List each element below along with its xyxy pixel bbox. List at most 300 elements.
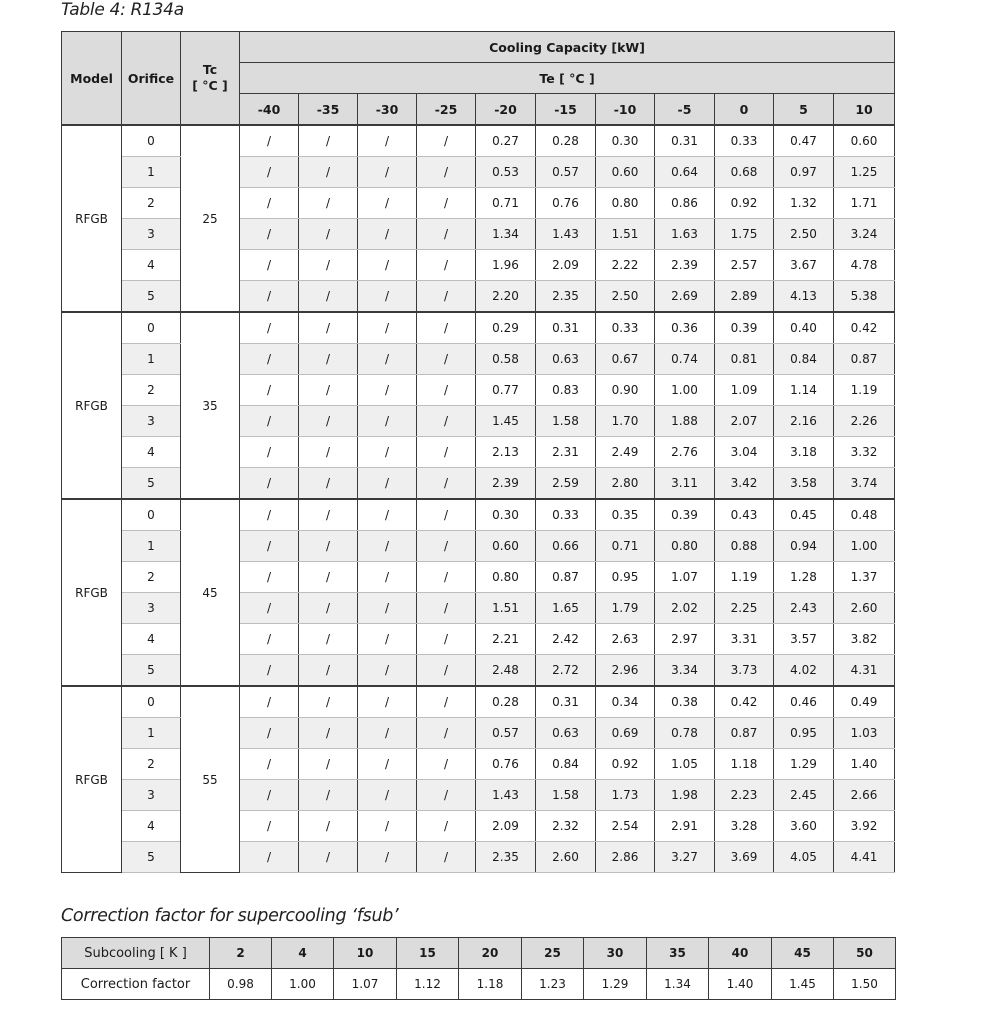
model-cell: RFGB (62, 125, 122, 312)
capacity-cell: 2.60 (834, 593, 895, 624)
subcooling-value: 50 (834, 938, 896, 969)
orifice-cell: 3 (122, 780, 181, 811)
capacity-cell: 0.45 (774, 499, 834, 531)
capacity-cell: 0.87 (834, 344, 895, 375)
capacity-cell: / (358, 312, 417, 344)
capacity-cell: / (417, 375, 476, 406)
capacity-cell: / (299, 655, 358, 687)
capacity-cell: 2.16 (774, 406, 834, 437)
capacity-cell: 3.42 (715, 468, 774, 500)
correction-factor-value: 1.07 (334, 969, 397, 1000)
capacity-cell: 0.53 (476, 157, 536, 188)
capacity-cell: / (358, 686, 417, 718)
capacity-cell: / (417, 219, 476, 250)
correction-factor-value: 1.29 (584, 969, 647, 1000)
capacity-cell: / (240, 531, 299, 562)
capacity-cell: 3.27 (655, 842, 715, 873)
table-row (62, 499, 895, 531)
capacity-cell: 3.60 (774, 811, 834, 842)
capacity-cell: 0.39 (655, 499, 715, 531)
capacity-cell: / (299, 531, 358, 562)
capacity-cell: / (299, 468, 358, 500)
capacity-cell: / (358, 188, 417, 219)
te-column-header: 10 (834, 94, 895, 126)
capacity-cell: / (358, 531, 417, 562)
tc-cell: 35 (181, 312, 240, 499)
capacity-cell: 1.79 (596, 593, 655, 624)
capacity-cell: 2.23 (715, 780, 774, 811)
capacity-cell: 4.05 (774, 842, 834, 873)
capacity-cell: / (417, 125, 476, 157)
capacity-cell: 0.28 (536, 125, 596, 157)
capacity-cell: 1.43 (536, 219, 596, 250)
capacity-cell: 2.13 (476, 437, 536, 468)
capacity-cell: 2.49 (596, 437, 655, 468)
capacity-cell: 2.69 (655, 281, 715, 313)
capacity-cell: 2.20 (476, 281, 536, 313)
capacity-cell: 0.40 (774, 312, 834, 344)
capacity-cell: / (299, 312, 358, 344)
capacity-cell: / (240, 655, 299, 687)
orifice-cell: 5 (122, 281, 181, 313)
capacity-cell: / (417, 344, 476, 375)
capacity-cell: / (358, 250, 417, 281)
capacity-cell: 1.96 (476, 250, 536, 281)
capacity-cell: 1.71 (834, 188, 895, 219)
correction-table-caption: Correction factor for supercooling ‘fsub’ (61, 906, 399, 926)
capacity-cell: 3.57 (774, 624, 834, 655)
capacity-cell: 3.82 (834, 624, 895, 655)
capacity-cell: 0.77 (476, 375, 536, 406)
capacity-cell: / (417, 842, 476, 873)
capacity-cell: / (417, 188, 476, 219)
capacity-cell: 0.95 (596, 562, 655, 593)
capacity-cell: / (358, 344, 417, 375)
capacity-cell: 0.43 (715, 499, 774, 531)
capacity-cell: 1.07 (655, 562, 715, 593)
capacity-cell: 0.68 (715, 157, 774, 188)
orifice-cell: 2 (122, 375, 181, 406)
capacity-cell: / (358, 562, 417, 593)
capacity-cell: 0.47 (774, 125, 834, 157)
te-column-header: 5 (774, 94, 834, 126)
capacity-cell: 0.60 (596, 157, 655, 188)
te-column-header: -10 (596, 94, 655, 126)
capacity-cell: / (299, 250, 358, 281)
capacity-cell: / (299, 686, 358, 718)
capacity-cell: 2.42 (536, 624, 596, 655)
capacity-cell: / (299, 344, 358, 375)
orifice-cell: 1 (122, 718, 181, 749)
capacity-cell: 3.58 (774, 468, 834, 500)
correction-factor-value: 1.45 (772, 969, 834, 1000)
capacity-cell: / (417, 562, 476, 593)
capacity-cell: 0.57 (476, 718, 536, 749)
correction-factor-value: 1.23 (522, 969, 584, 1000)
capacity-cell: / (417, 624, 476, 655)
capacity-cell: / (299, 406, 358, 437)
capacity-cell: 1.58 (536, 406, 596, 437)
capacity-cell: / (299, 811, 358, 842)
capacity-cell: 3.92 (834, 811, 895, 842)
orifice-cell: 3 (122, 406, 181, 437)
capacity-cell: 2.72 (536, 655, 596, 687)
capacity-cell: / (417, 655, 476, 687)
capacity-cell: 1.00 (655, 375, 715, 406)
capacity-cell: 0.31 (655, 125, 715, 157)
capacity-cell: / (240, 437, 299, 468)
capacity-cell: 0.48 (834, 499, 895, 531)
capacity-cell: 1.43 (476, 780, 536, 811)
orifice-header: Orifice (122, 32, 181, 126)
capacity-cell: / (240, 188, 299, 219)
capacity-cell: 2.35 (476, 842, 536, 873)
capacity-cell: 1.37 (834, 562, 895, 593)
table-row (62, 125, 895, 157)
capacity-cell: 2.21 (476, 624, 536, 655)
orifice-cell: 5 (122, 842, 181, 873)
capacity-cell: 2.39 (655, 250, 715, 281)
capacity-cell: 0.42 (715, 686, 774, 718)
capacity-cell: / (240, 593, 299, 624)
subcooling-value: 15 (397, 938, 459, 969)
subcooling-value: 30 (584, 938, 647, 969)
capacity-cell: 2.59 (536, 468, 596, 500)
capacity-cell: 3.69 (715, 842, 774, 873)
capacity-cell: / (358, 780, 417, 811)
capacity-cell: / (299, 437, 358, 468)
capacity-cell: / (417, 468, 476, 500)
correction-factor-value: 0.98 (210, 969, 272, 1000)
capacity-cell: / (417, 499, 476, 531)
capacity-cell: / (417, 531, 476, 562)
capacity-cell: 3.73 (715, 655, 774, 687)
te-header: Te [ °C ] (240, 63, 895, 94)
capacity-cell: / (417, 780, 476, 811)
capacity-cell: 0.42 (834, 312, 895, 344)
correction-factor-table (61, 937, 896, 1000)
orifice-cell: 2 (122, 188, 181, 219)
capacity-cell: / (299, 593, 358, 624)
capacity-cell: / (240, 312, 299, 344)
capacity-cell: / (358, 811, 417, 842)
capacity-cell: / (240, 468, 299, 500)
capacity-cell: 0.64 (655, 157, 715, 188)
capacity-cell: 0.35 (596, 499, 655, 531)
capacity-cell: / (358, 406, 417, 437)
orifice-cell: 1 (122, 344, 181, 375)
orifice-cell: 5 (122, 655, 181, 687)
capacity-cell: 0.80 (596, 188, 655, 219)
capacity-cell: 1.32 (774, 188, 834, 219)
model-cell: RFGB (62, 312, 122, 499)
capacity-cell: 3.67 (774, 250, 834, 281)
capacity-cell: 2.22 (596, 250, 655, 281)
capacity-cell: 1.00 (834, 531, 895, 562)
capacity-cell: / (240, 499, 299, 531)
subcooling-value: 2 (210, 938, 272, 969)
capacity-cell: 0.87 (536, 562, 596, 593)
capacity-cell: 1.05 (655, 749, 715, 780)
capacity-cell: 1.88 (655, 406, 715, 437)
capacity-cell: / (240, 125, 299, 157)
capacity-cell: 0.80 (476, 562, 536, 593)
orifice-cell: 5 (122, 468, 181, 500)
capacity-cell: 5.38 (834, 281, 895, 313)
capacity-cell: / (358, 499, 417, 531)
capacity-cell: 0.36 (655, 312, 715, 344)
capacity-cell: 0.31 (536, 312, 596, 344)
capacity-cell: / (358, 157, 417, 188)
subcooling-value: 40 (709, 938, 772, 969)
capacity-cell: / (299, 125, 358, 157)
capacity-cell: / (240, 344, 299, 375)
capacity-cell: 1.28 (774, 562, 834, 593)
capacity-cell: 2.07 (715, 406, 774, 437)
capacity-cell: 1.70 (596, 406, 655, 437)
capacity-cell: / (417, 281, 476, 313)
capacity-cell: 0.76 (476, 749, 536, 780)
orifice-cell: 0 (122, 125, 181, 157)
capacity-cell: 4.78 (834, 250, 895, 281)
subcooling-value: 35 (647, 938, 709, 969)
capacity-cell: / (358, 468, 417, 500)
capacity-cell: / (358, 655, 417, 687)
capacity-cell: 2.60 (536, 842, 596, 873)
tc-header: Tc [ °C ] (181, 32, 240, 126)
capacity-cell: 2.43 (774, 593, 834, 624)
capacity-cell: 2.39 (476, 468, 536, 500)
capacity-cell: 0.58 (476, 344, 536, 375)
capacity-cell: 2.45 (774, 780, 834, 811)
capacity-cell: / (358, 281, 417, 313)
capacity-cell: 1.51 (476, 593, 536, 624)
capacity-cell: 0.34 (596, 686, 655, 718)
capacity-cell: / (417, 406, 476, 437)
capacity-cell: 1.75 (715, 219, 774, 250)
capacity-cell: 0.38 (655, 686, 715, 718)
te-column-header: -25 (417, 94, 476, 126)
capacity-cell: 2.91 (655, 811, 715, 842)
capacity-cell: 0.86 (655, 188, 715, 219)
capacity-cell: 2.31 (536, 437, 596, 468)
capacity-cell: / (299, 749, 358, 780)
orifice-cell: 0 (122, 686, 181, 718)
capacity-cell: 1.14 (774, 375, 834, 406)
capacity-cell: 0.30 (476, 499, 536, 531)
capacity-cell: 0.57 (536, 157, 596, 188)
capacity-cell: 1.19 (715, 562, 774, 593)
capacity-cell: / (417, 811, 476, 842)
orifice-cell: 3 (122, 219, 181, 250)
capacity-cell: 2.76 (655, 437, 715, 468)
capacity-cell: 0.83 (536, 375, 596, 406)
capacity-cell: / (240, 749, 299, 780)
orifice-cell: 0 (122, 499, 181, 531)
capacity-cell: / (240, 406, 299, 437)
capacity-cell: 2.89 (715, 281, 774, 313)
cooling-capacity-header: Cooling Capacity [kW] (240, 32, 895, 63)
capacity-cell: / (299, 157, 358, 188)
te-column-header: -15 (536, 94, 596, 126)
capacity-cell: 2.09 (476, 811, 536, 842)
capacity-cell: 0.88 (715, 531, 774, 562)
capacity-cell: 2.57 (715, 250, 774, 281)
capacity-cell: 0.90 (596, 375, 655, 406)
subcooling-value: 45 (772, 938, 834, 969)
capacity-cell: 3.04 (715, 437, 774, 468)
capacity-cell: 3.34 (655, 655, 715, 687)
capacity-cell: / (299, 499, 358, 531)
capacity-cell: 0.80 (655, 531, 715, 562)
capacity-cell: 0.92 (715, 188, 774, 219)
capacity-cell: 2.32 (536, 811, 596, 842)
capacity-cell: 1.34 (476, 219, 536, 250)
capacity-cell: 0.67 (596, 344, 655, 375)
table-row (62, 686, 895, 718)
capacity-cell: 0.95 (774, 718, 834, 749)
capacity-cell: 2.96 (596, 655, 655, 687)
capacity-cell: 0.49 (834, 686, 895, 718)
subcooling-label: Subcooling [ K ] (62, 938, 210, 969)
capacity-cell: 0.39 (715, 312, 774, 344)
capacity-cell: / (358, 718, 417, 749)
capacity-cell: / (299, 219, 358, 250)
table-row (62, 312, 895, 344)
capacity-cell: 0.78 (655, 718, 715, 749)
capacity-cell: 0.60 (834, 125, 895, 157)
capacity-cell: / (358, 593, 417, 624)
correction-factor-value: 1.00 (272, 969, 334, 1000)
capacity-cell: 2.48 (476, 655, 536, 687)
correction-factor-value: 1.18 (459, 969, 522, 1000)
capacity-cell: 1.73 (596, 780, 655, 811)
capacity-cell: 0.81 (715, 344, 774, 375)
te-column-header: -5 (655, 94, 715, 126)
tc-cell: 25 (181, 125, 240, 312)
orifice-cell: 4 (122, 250, 181, 281)
capacity-cell: 0.46 (774, 686, 834, 718)
capacity-cell: 1.29 (774, 749, 834, 780)
capacity-cell: / (417, 749, 476, 780)
capacity-cell: 2.50 (774, 219, 834, 250)
correction-factor-value: 1.34 (647, 969, 709, 1000)
correction-factor-value: 1.50 (834, 969, 896, 1000)
capacity-cell: 0.29 (476, 312, 536, 344)
capacity-cell: / (417, 250, 476, 281)
orifice-cell: 4 (122, 624, 181, 655)
model-cell: RFGB (62, 499, 122, 686)
capacity-cell: / (299, 780, 358, 811)
capacity-cell: 0.60 (476, 531, 536, 562)
capacity-cell: 0.76 (536, 188, 596, 219)
capacity-cell: 3.31 (715, 624, 774, 655)
cooling-capacity-table (61, 31, 895, 873)
capacity-cell: / (240, 842, 299, 873)
subcooling-value: 4 (272, 938, 334, 969)
orifice-cell: 2 (122, 562, 181, 593)
capacity-cell: 1.98 (655, 780, 715, 811)
capacity-cell: 2.50 (596, 281, 655, 313)
capacity-cell: 3.74 (834, 468, 895, 500)
capacity-cell: / (417, 157, 476, 188)
capacity-cell: 0.33 (715, 125, 774, 157)
model-cell: RFGB (62, 686, 122, 873)
capacity-cell: 0.71 (476, 188, 536, 219)
capacity-cell: 1.65 (536, 593, 596, 624)
capacity-cell: 3.24 (834, 219, 895, 250)
te-column-header: -35 (299, 94, 358, 126)
capacity-cell: / (417, 437, 476, 468)
capacity-cell: 3.11 (655, 468, 715, 500)
capacity-cell: / (240, 219, 299, 250)
orifice-cell: 1 (122, 157, 181, 188)
orifice-cell: 0 (122, 312, 181, 344)
capacity-cell: / (299, 842, 358, 873)
capacity-cell: 2.09 (536, 250, 596, 281)
capacity-cell: / (240, 811, 299, 842)
capacity-cell: 2.80 (596, 468, 655, 500)
capacity-cell: 0.63 (536, 344, 596, 375)
orifice-cell: 1 (122, 531, 181, 562)
capacity-cell: 4.31 (834, 655, 895, 687)
orifice-cell: 4 (122, 811, 181, 842)
capacity-cell: / (358, 219, 417, 250)
capacity-cell: 0.63 (536, 718, 596, 749)
capacity-cell: 1.58 (536, 780, 596, 811)
orifice-cell: 4 (122, 437, 181, 468)
capacity-cell: / (358, 437, 417, 468)
capacity-cell: / (240, 157, 299, 188)
capacity-cell: 2.97 (655, 624, 715, 655)
capacity-cell: 0.97 (774, 157, 834, 188)
te-column-header: 0 (715, 94, 774, 126)
subcooling-value: 10 (334, 938, 397, 969)
capacity-cell: 2.66 (834, 780, 895, 811)
capacity-cell: / (240, 375, 299, 406)
capacity-cell: / (358, 842, 417, 873)
capacity-cell: / (240, 281, 299, 313)
capacity-cell: / (417, 312, 476, 344)
capacity-cell: / (358, 749, 417, 780)
capacity-cell: 0.74 (655, 344, 715, 375)
capacity-cell: 3.18 (774, 437, 834, 468)
capacity-cell: 0.71 (596, 531, 655, 562)
capacity-cell: 0.69 (596, 718, 655, 749)
tc-cell: 45 (181, 499, 240, 686)
capacity-cell: 2.25 (715, 593, 774, 624)
orifice-cell: 2 (122, 749, 181, 780)
capacity-cell: 1.51 (596, 219, 655, 250)
correction-factor-value: 1.40 (709, 969, 772, 1000)
capacity-cell: 2.26 (834, 406, 895, 437)
subcooling-value: 20 (459, 938, 522, 969)
capacity-cell: / (299, 562, 358, 593)
capacity-cell: 0.33 (536, 499, 596, 531)
capacity-cell: 2.63 (596, 624, 655, 655)
capacity-cell: 1.09 (715, 375, 774, 406)
capacity-cell: 0.27 (476, 125, 536, 157)
capacity-cell: 1.18 (715, 749, 774, 780)
capacity-cell: 2.02 (655, 593, 715, 624)
capacity-cell: / (299, 281, 358, 313)
capacity-cell: 2.54 (596, 811, 655, 842)
correction-factor-label: Correction factor (62, 969, 210, 1000)
capacity-cell: / (240, 624, 299, 655)
capacity-cell: / (417, 686, 476, 718)
orifice-cell: 3 (122, 593, 181, 624)
capacity-cell: 4.41 (834, 842, 895, 873)
